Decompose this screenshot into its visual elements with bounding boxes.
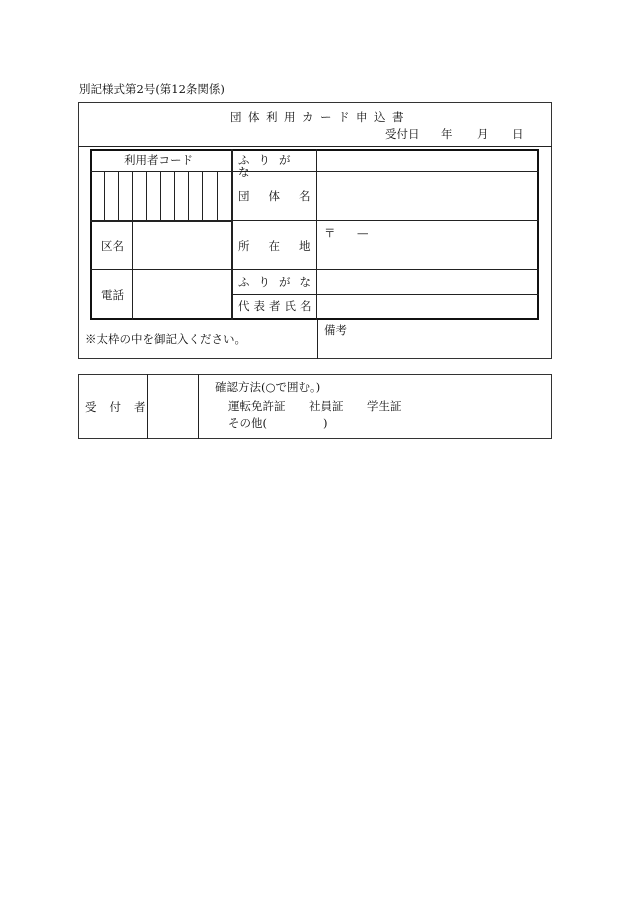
form-reference: 別記様式第2号(第12条関係) [79,82,225,96]
phone-input[interactable] [133,270,231,319]
instruction-note: ※太枠の中を御記入ください。 [85,332,246,346]
representative-label: 代表者氏名 [238,299,316,313]
ward-label: 区名 [101,239,124,253]
method-drivers-license: 運転免許証 [228,399,286,413]
ward-input[interactable] [133,222,231,269]
user-code-digit-box [217,171,218,221]
method-other-open: その他( [228,416,267,430]
user-code-digit-box [202,171,203,221]
user-code-digit-box [160,171,161,221]
user-code-digit-box [132,171,133,221]
address-label: 所在地 [238,239,330,253]
furigana-label: ふりがな [238,153,300,179]
user-code-digit-box [118,171,119,221]
furigana-input[interactable] [317,150,537,171]
receipt-day-label: 日 [512,127,524,141]
user-code-header-divider [90,171,232,172]
group-name-input[interactable] [317,172,537,220]
method-employee-id: 社員証 [309,399,344,413]
furigana-representative-input[interactable] [317,270,537,294]
group-name-label: 団体名 [238,189,330,203]
receipt-year-label: 年 [441,127,453,141]
method-student-id: 学生証 [367,399,402,413]
remarks-input[interactable] [318,340,551,358]
confirm-method-title: 確認方法(○で囲む。) [215,380,321,394]
furigana-representative-label: ふりがな [238,275,320,289]
user-code-label: 利用者コード [124,153,193,167]
receipt-date-label: 受付日 [385,127,420,141]
phone-label: 電話 [101,288,124,302]
user-code-digit-box [188,171,189,221]
postal-dash: — [357,226,369,240]
address-input[interactable] [317,221,537,269]
reception-divider-2 [198,374,199,439]
user-code-digit-box [146,171,147,221]
method-other-close: ) [323,416,328,430]
user-code-digit-box [174,171,175,221]
remarks-label: 備考 [324,323,347,337]
postal-mark: 〒 [324,226,336,240]
receipt-month-label: 月 [477,127,489,141]
reception-label: 受付者 [85,400,159,414]
representative-input[interactable] [317,295,537,318]
form-title: 団体利用カード申込書 [230,110,410,124]
reception-signature-input[interactable] [148,375,198,438]
user-code-digit-box [104,171,105,221]
title-divider [78,146,552,147]
